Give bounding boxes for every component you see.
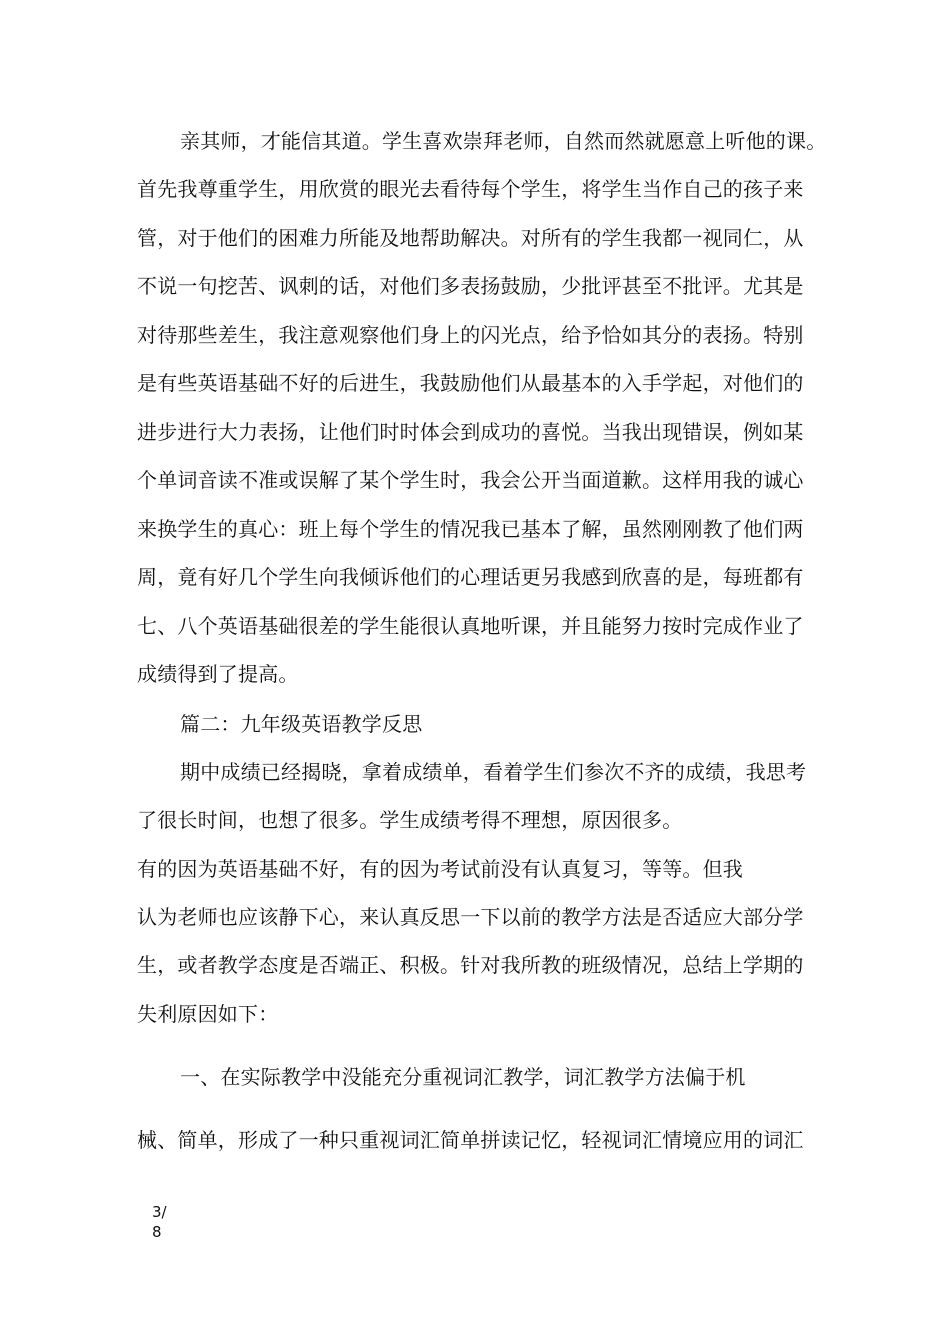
page-number: 8 (152, 1223, 162, 1241)
paragraph-line: 一、在实际教学中没能充分重视词汇教学，词汇教学方法偏于机 (180, 1065, 746, 1089)
paragraph-line: 失利原因如下： (137, 1002, 279, 1026)
paragraph-line: 对待那些差生，我注意观察他们身上的闪光点，给予恰如其分的表扬。特别 (137, 323, 804, 347)
paragraph-line: 进步进行大力表扬，让他们时时体会到成功的喜悦。当我出现错误，例如某 (137, 420, 804, 444)
paragraph-line: 生，或者教学态度是否端正、积极。针对我所教的班级情况，总结上学期的 (137, 953, 804, 977)
paragraph-line: 了很长时间，也想了很多。学生成绩考得不理想，原因很多。 (137, 808, 683, 832)
paragraph-line: 来换学生的真心：班上每个学生的情况我已基本了解，虽然刚刚教了他们两 (137, 517, 804, 541)
paragraph-line: 期中成绩已经揭晓，拿着成绩单，看着学生们参次不齐的成绩，我思考 (180, 760, 807, 784)
section-heading: 篇二：九年级英语教学反思 (180, 712, 423, 736)
paragraph-line: 不说一句挖苦、讽刺的话，对他们多表扬鼓励，少批评甚至不批评。尤其是 (137, 274, 804, 298)
paragraph-line: 是有些英语基础不好的后进生，我鼓励他们从最基本的入手学起，对他们的 (137, 371, 804, 395)
paragraph-line: 成绩得到了提高。 (137, 662, 299, 686)
paragraph-line: 管，对于他们的困难力所能及地帮助解决。对所有的学生我都一视同仁，从 (137, 226, 804, 250)
page-number: 3/ (152, 1203, 167, 1221)
paragraph-line: 七、八个英语基础很差的学生能很认真地听课，并且能努力按时完成作业了 (137, 614, 804, 638)
paragraph-line: 械、简单，形成了一种只重视词汇简单拼读记忆，轻视词汇情境应用的词汇 (137, 1128, 804, 1152)
paragraph-line: 亲其师，才能信其道。学生喜欢崇拜老师，自然而然就愿意上听他的课。 (180, 129, 827, 153)
paragraph-line: 有的因为英语基础不好，有的因为考试前没有认真复习，等等。但我 (137, 857, 743, 881)
paragraph-line: 个单词音读不准或误解了某个学生时，我会公开当面道歉。这样用我的诚心 (137, 468, 804, 492)
paragraph-line: 首先我尊重学生，用欣赏的眼光去看待每个学生，将学生当作自己的孩子来 (137, 177, 804, 201)
paragraph-line: 周，竟有好几个学生向我倾诉他们的心理话更另我感到欣喜的是，每班都有 (137, 565, 804, 589)
paragraph-line: 认为老师也应该静下心，来认真反思一下以前的教学方法是否适应大部分学 (137, 905, 804, 929)
